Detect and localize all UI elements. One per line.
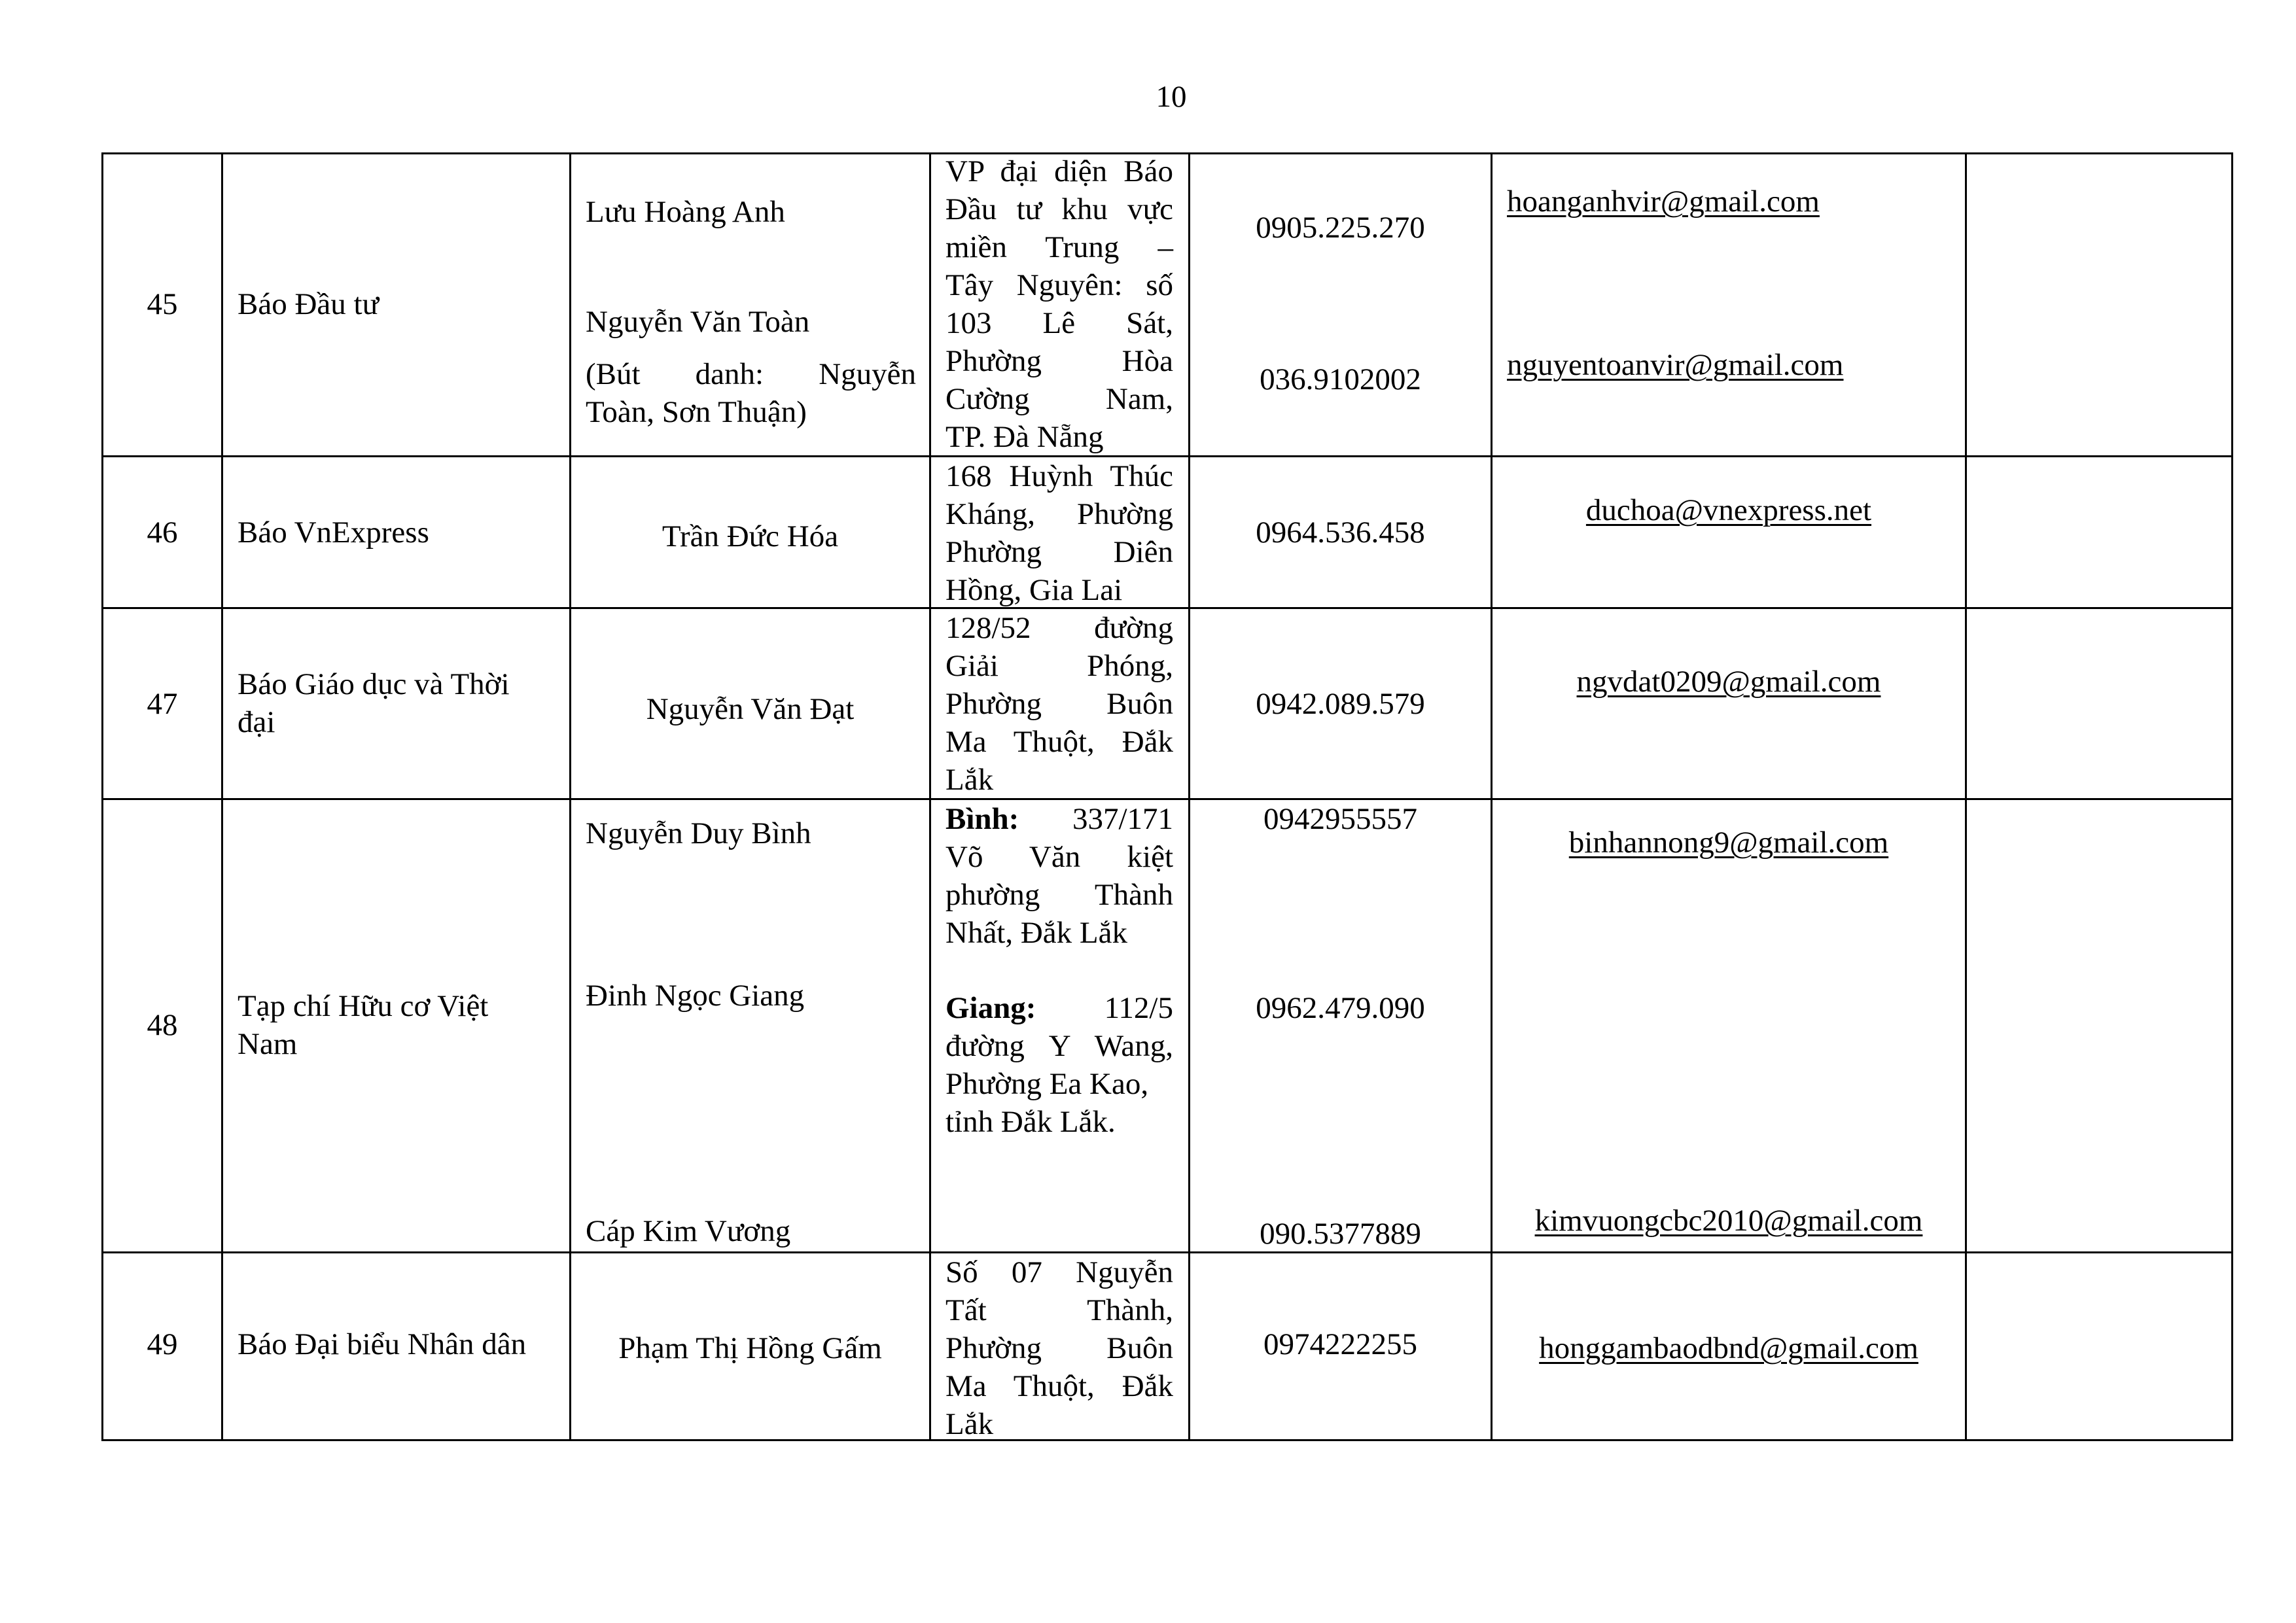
address-label: Bình: [945,802,1019,836]
address-line: Lắk [945,1407,994,1441]
email-link[interactable]: kimvuongcbc2010@gmail.com [1534,1204,1923,1238]
pen-name-note: Toàn, Sơn Thuận) [586,395,807,429]
reporter-name: Đinh Ngọc Giang [586,979,805,1013]
address-line: Phường Buôn [945,687,1173,721]
address-line: tỉnh Đắk Lắk. [945,1105,1116,1139]
address-line: TP. Đà Nẵng [945,420,1104,454]
outlet-name: Báo Đại biểu Nhân dân [238,1327,527,1361]
phone-number: 0962.479.090 [1256,991,1425,1025]
reporter-name: Cáp Kim Vương [586,1214,791,1248]
address-line: Hồng, Gia Lai [945,573,1123,607]
address-line: 168 Huỳnh Thúc [945,459,1173,493]
address-text: 112/5 [1104,991,1173,1025]
outlet-name: Báo VnExpress [238,515,429,550]
reporter-name: Phạm Thị Hồng Gấm [618,1331,882,1365]
page-number: 10 [1156,80,1187,114]
address-line: Ma Thuột, Đắk [945,1369,1173,1403]
reporter-name: Trần Đức Hóa [662,519,839,553]
table-border [101,152,103,1441]
address-line: Phường Diên [945,535,1173,569]
address-text: 337/171 [1072,802,1173,836]
address-line: Số 07 Nguyễn [945,1255,1173,1289]
address-line [945,800,1173,838]
contact-table [101,152,2233,1441]
address-line: Tất Thành, [945,1293,1173,1327]
table-border [2231,152,2233,1441]
reporter-name: Nguyễn Văn Đạt [646,692,855,726]
email-link[interactable]: duchoa@vnexpress.net [1585,493,1872,527]
address-line: Phường Ea Kao, [945,1067,1149,1101]
row-number: 47 [147,687,178,721]
phone-number: 0942.089.579 [1256,687,1425,721]
address-line: Lắk [945,763,994,797]
address-line: VP đại diện Báo [945,154,1173,188]
address-line: Tây Nguyên: số [945,268,1173,302]
phone-number: 036.9102002 [1260,362,1421,396]
address-line: Ma Thuột, Đắk [945,725,1173,759]
row-number: 45 [147,287,178,321]
address-line: Đầu tư khu vực [945,192,1173,226]
column-divider [929,152,931,1441]
address-line: Võ Văn kiệt [945,840,1173,874]
reporter-name: Lưu Hoàng Anh [586,195,785,229]
phone-number: 0942955557 [1263,802,1417,836]
address-line [945,989,1173,1027]
phone-number: 0905.225.270 [1256,211,1425,245]
phone-number: 0974222255 [1263,1327,1417,1361]
address-line: Nhất, Đắk Lắk [945,916,1127,950]
row-number: 48 [147,1008,178,1042]
address-line: 128/52 đường [945,611,1173,645]
column-divider [1965,152,1967,1441]
outlet-name: Báo Đầu tư [238,287,380,321]
phone-number: 0964.536.458 [1256,515,1425,550]
address-line: miền Trung – [945,230,1173,264]
column-divider [221,152,223,1441]
column-divider [1491,152,1492,1441]
pen-name-note: (Bút danh: Nguyễn [586,357,916,391]
email-link[interactable]: nguyentoanvir@gmail.com [1507,348,1844,382]
address-line: Phường Hòa [945,344,1173,378]
outlet-name: đại [238,705,275,739]
address-line: Cường Nam, [945,382,1173,416]
address-label: Giang: [945,991,1036,1025]
reporter-name: Nguyễn Duy Bình [586,816,811,850]
outlet-name: Nam [238,1027,298,1061]
address-line: Giải Phóng, [945,649,1173,683]
email-link[interactable]: honggambaodbnd@gmail.com [1539,1331,1918,1365]
address-line: 103 Lê Sát, [945,306,1173,340]
reporter-name: Nguyễn Văn Toàn [586,305,810,339]
table-border [101,1439,2233,1441]
outlet-name: Tạp chí Hữu cơ Việt [238,989,489,1023]
address-line: đường Y Wang, [945,1029,1173,1063]
outlet-name: Báo Giáo dục và Thời [238,667,510,701]
row-number: 49 [147,1327,178,1361]
address-line: Kháng, Phường [945,497,1173,531]
phone-number: 090.5377889 [1260,1217,1421,1251]
email-link[interactable]: binhannong9@gmail.com [1568,826,1889,860]
address-line: phường Thành [945,878,1173,912]
column-divider [569,152,571,1441]
email-link[interactable]: hoanganhvir@gmail.com [1507,184,1820,218]
address-line: Phường Buôn [945,1331,1173,1365]
email-link[interactable]: ngvdat0209@gmail.com [1576,665,1881,699]
row-number: 46 [147,515,178,550]
